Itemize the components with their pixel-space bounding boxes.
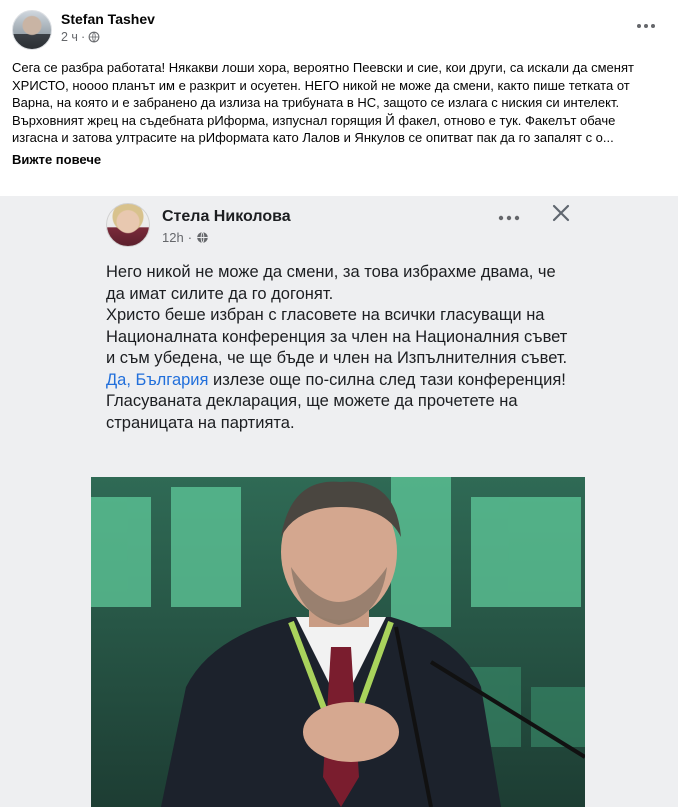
close-icon (550, 202, 572, 231)
shared-post-meta: 12h · (162, 230, 209, 245)
shared-paragraph: Него никой не може да смени, за това избрахме двама, че да имат силите да го догонят. (106, 263, 556, 303)
shared-post-screenshot[interactable] (0, 196, 678, 807)
more-horizontal-icon (498, 204, 520, 227)
author-name[interactable]: Stefan Tashev (61, 11, 155, 27)
shared-post-time: 12h (162, 230, 184, 245)
post-body (12, 59, 662, 168)
globe-icon (88, 31, 100, 43)
globe-icon (196, 231, 209, 244)
more-horizontal-icon (636, 23, 656, 29)
see-more-link[interactable]: Вижте повече (12, 151, 102, 167)
speaker-photo (91, 477, 585, 807)
link-rest-text: излезе още по-силна след тази конференция! (208, 370, 566, 389)
post-time[interactable]: 2 ч (61, 30, 78, 44)
post-header (12, 10, 666, 50)
shared-paragraph (106, 370, 576, 392)
post-paragraph: Върховният жрец на съдебната рИформа, изпуснал горящия Й факел, отново е тук. Факелът обаче изгасна и затова ултрасите на рИформата като Лалов и Янкулов се опитват пак да го запалят с о... (12, 112, 616, 145)
shared-paragraph: Гласуваната декларация, ще можете да прочетете на страницата на партията. (106, 392, 518, 432)
post-meta: 2 ч · (61, 30, 100, 44)
post-paragraph: Сега се разбра работата! Някакви лоши хора, вероятно Пеевски и сие, кои други, са искали да сменят ХРИСТО, ноооо планът им е разкрит и осуетен. НЕГО никой не може да смени, както пише тетката от Варна, на която и е забранено да излиза на трибуната в НС, защото се излага с ниския си интелект. (12, 60, 634, 110)
shared-author-avatar (106, 203, 150, 247)
more-options-button[interactable] (630, 14, 662, 38)
shared-paragraph: Христо беше избран с гласовете на всички гласуващи на Националната конференция за член на Националния съвет и съм убедена, че ще бъде и член на Изпълнителния съвет. (106, 306, 568, 367)
speaker-photo-illustration (91, 477, 585, 807)
shared-post-body (106, 262, 576, 434)
author-avatar[interactable] (12, 10, 52, 50)
shared-author-name: Стела Николова (162, 208, 291, 225)
party-link: Да, България (106, 370, 209, 389)
